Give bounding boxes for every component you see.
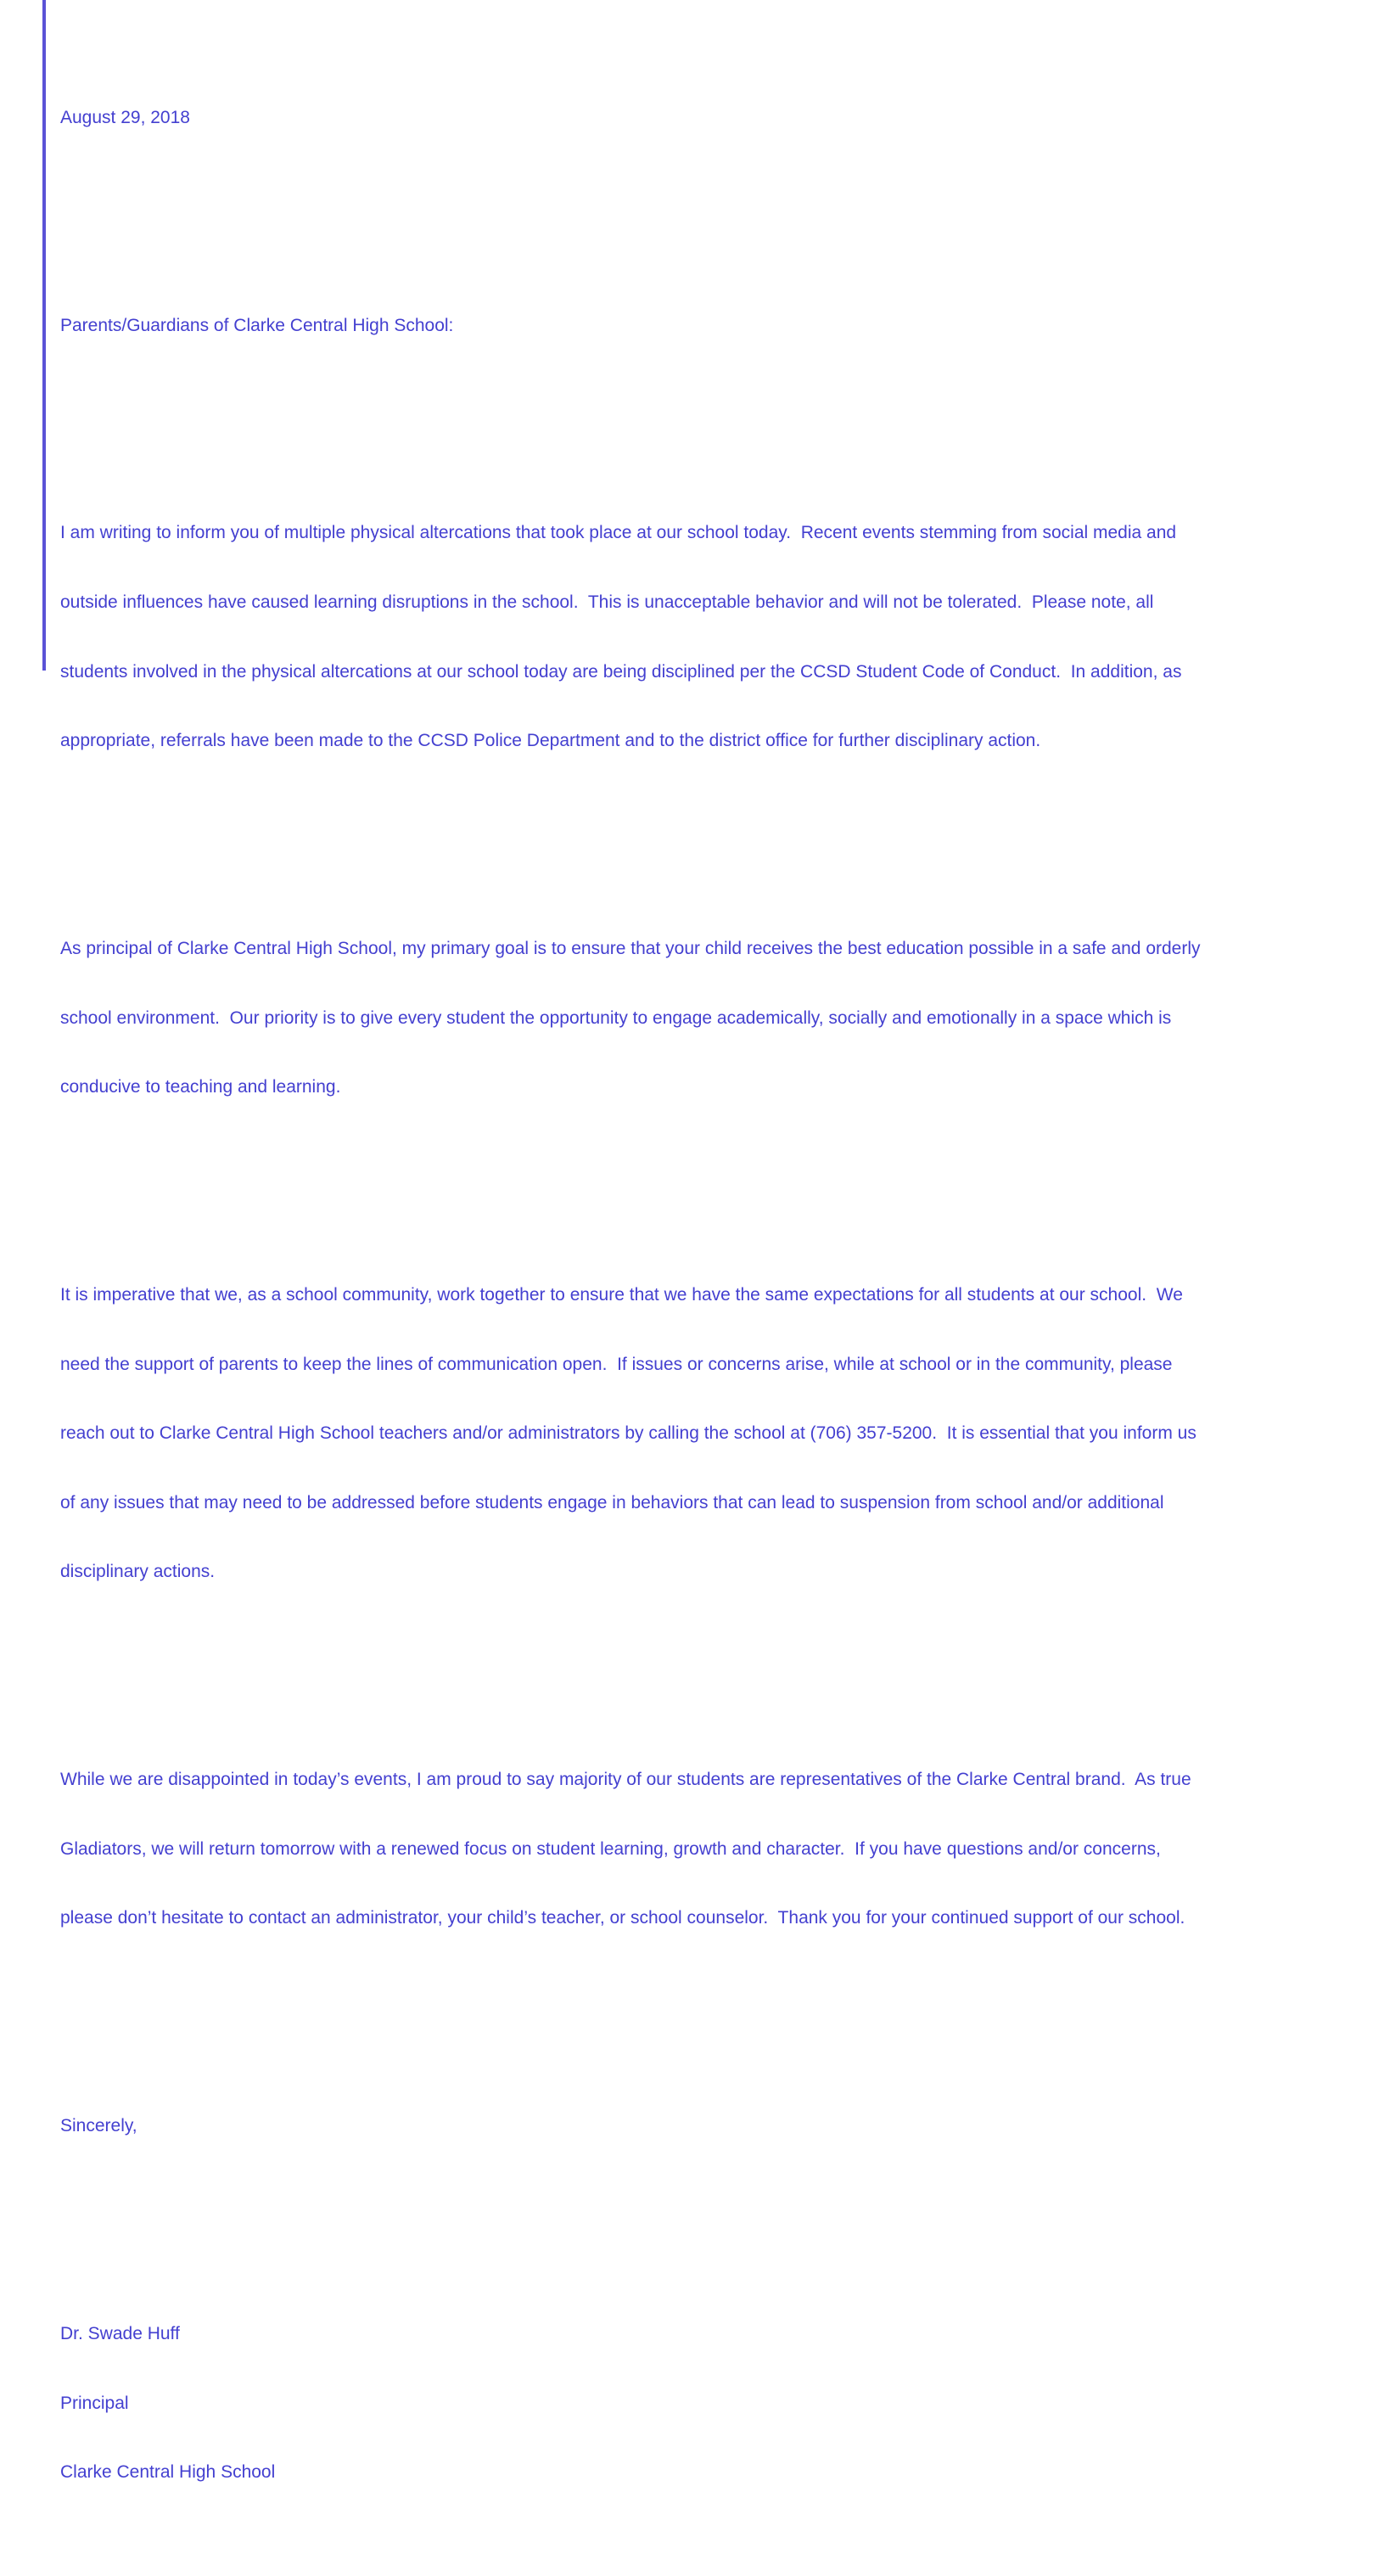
letter-closing: Sincerely, (60, 2116, 137, 2136)
letter-closing-block (60, 2068, 1359, 2184)
letter-salutation: Parents/Guardians of Clarke Central High School: (60, 315, 454, 335)
letter-salutation-block (60, 267, 1359, 383)
paragraph-2 (60, 891, 1359, 1145)
signature-school: Clarke Central High School (60, 2462, 276, 2483)
paragraph-line: It is imperative that we, as a school community, work together to ensure that we have the same expectations for all students at our school. We (60, 1284, 1183, 1305)
paragraph-line: appropriate, referrals have been made to the CCSD Police Department and to the district office for further disciplinary action. (60, 731, 1041, 751)
paragraph-line: need the support of parents to keep the lines of communication open. If issues or concerns arise, while at school or in the community, please (60, 1354, 1173, 1374)
paragraph-line: While we are disappointed in today’s events, I am proud to say majority of our students are representatives of the Clarke Central brand. As true (60, 1770, 1191, 1790)
signature-name: Dr. Swade Huff (60, 2323, 180, 2343)
paragraph-1 (60, 475, 1359, 799)
paragraph-line: outside influences have caused learning disruptions in the school. This is unacceptable behavior and will not be tolerated. Please note, all (60, 592, 1154, 612)
signature-title: Principal (60, 2393, 129, 2413)
paragraph-line: of any issues that may need to be addressed before students engage in behaviors that can lead to suspension from school and/or additional (60, 1492, 1164, 1512)
paragraph-line: conducive to teaching and learning. (60, 1077, 341, 1097)
paragraph-line: disciplinary actions. (60, 1562, 216, 1582)
signature-block (60, 2276, 1359, 2530)
letter-date-block (60, 59, 1359, 175)
paragraph-line: reach out to Clarke Central High School teachers and/or administrators by calling the school at (706) 357-5200. It is essential that you inform us (60, 1423, 1196, 1444)
letter-body (60, 14, 1359, 2576)
paragraph-line: I am writing to inform you of multiple physical altercations that took place at our school today. Recent events stemming from social media and (60, 523, 1177, 543)
paragraph-line: students involved in the physical altercations at our school today are being disciplined per the CCSD Student Code of Conduct. In addition, as (60, 661, 1182, 682)
paragraph-3 (60, 1237, 1359, 1630)
paragraph-line: Gladiators, we will return tomorrow with a renewed focus on student learning, growth and character. If you have questions and/or concerns, (60, 1838, 1161, 1859)
letter-date: August 29, 2018 (60, 107, 190, 127)
paragraph-line: school environment. Our priority is to give every student the opportunity to engage academically, socially and emotionally in a space which is (60, 1007, 1172, 1028)
quote-bar (42, 0, 46, 671)
paragraph-4 (60, 1722, 1359, 1976)
paragraph-line: As principal of Clarke Central High School, my primary goal is to ensure that your child receives the best education possible in a safe and orderly (60, 938, 1201, 958)
paragraph-line: please don’t hesitate to contact an administrator, your child’s teacher, or school counselor. Thank you for your continued support of our school. (60, 1908, 1185, 1928)
